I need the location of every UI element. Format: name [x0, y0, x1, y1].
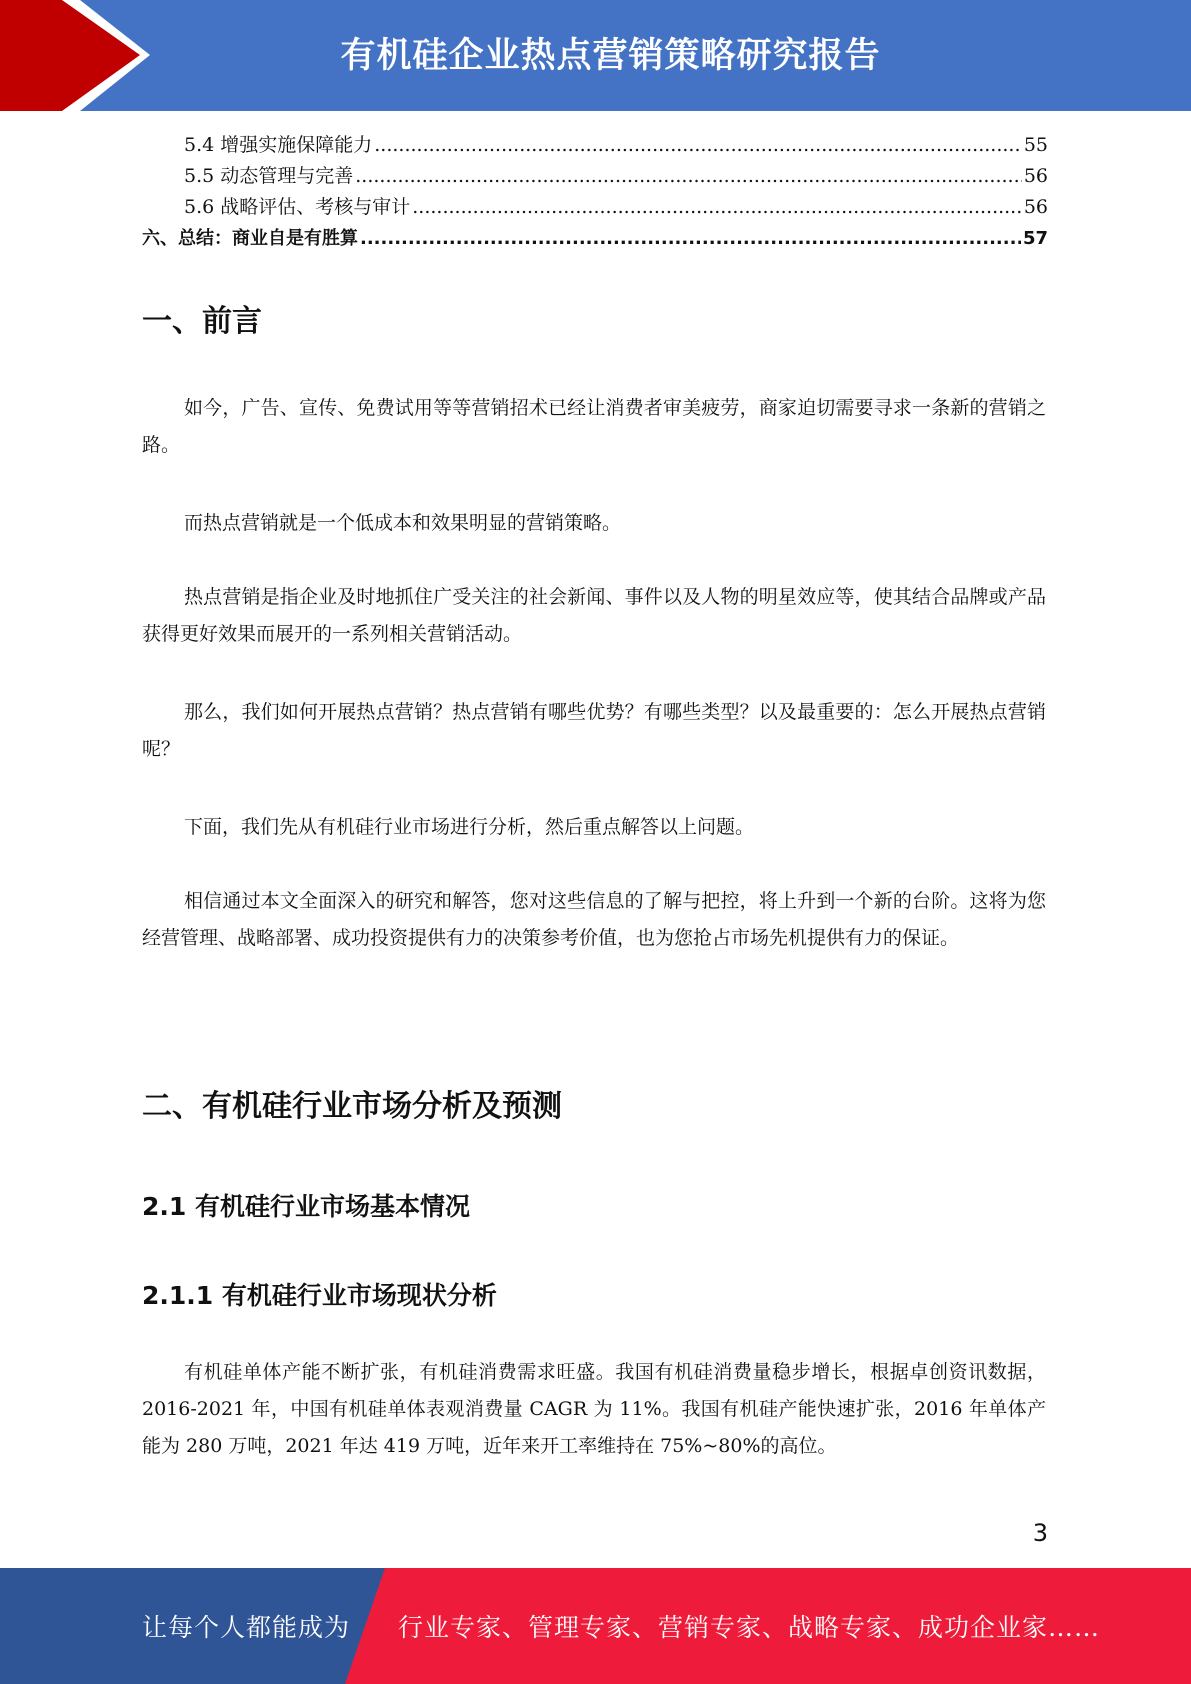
toc-leader-dots: [360, 223, 1021, 254]
toc-entry-label: 5.5 动态管理与完善: [184, 165, 354, 187]
page-number: 3: [1032, 1519, 1048, 1547]
toc-entry[interactable]: [142, 223, 1048, 254]
paragraph: 热点营销是指企业及时地抓住广受关注的社会新闻、事件以及人物的明星效应等，使其结合品牌或产品获得更好效果而展开的一系列相关营销活动。: [142, 586, 1046, 645]
paragraph: 那么，我们如何开展热点营销？热点营销有哪些优势？有哪些类型？以及最重要的：怎么开展热点营销呢？: [142, 701, 1046, 760]
toc-entry-label: 5.6 战略评估、考核与审计: [184, 196, 411, 218]
table-of-contents: [142, 130, 1048, 254]
section-heading: 二、有机硅行业市场分析及预测: [142, 1089, 562, 1124]
toc-leader-dots: [412, 192, 1022, 223]
toc-entry[interactable]: [142, 130, 1048, 161]
toc-entry-label: 六、总结：商业自是有胜算: [142, 228, 358, 249]
toc-entry-page: 57: [1022, 228, 1048, 249]
paragraph: 相信通过本文全面深入的研究和解答，您对这些信息的了解与把控，将上升到一个新的台阶。这将为您经营管理、战略部署、成功投资提供有力的决策参考价值，也为您抢占市场先机提供有力的保证。: [142, 890, 1046, 949]
paragraph: 下面，我们先从有机硅行业市场进行分析，然后重点解答以上问题。: [184, 816, 755, 838]
toc-entry[interactable]: [142, 192, 1048, 223]
toc-entry-label: 5.4 增强实施保障能力: [184, 134, 373, 156]
toc-entry-page: 56: [1023, 196, 1048, 218]
report-title: 有机硅企业热点营销策略研究报告: [340, 36, 881, 76]
footer-slogan-left: 让每个人都能成为: [142, 1613, 351, 1642]
paragraph: 而热点营销就是一个低成本和效果明显的营销策略。: [184, 512, 622, 534]
footer-banner: [0, 1568, 1191, 1684]
subsection-heading: 2.1.1 有机硅行业市场现状分析: [142, 1281, 497, 1310]
paragraph: 有机硅单体产能不断扩张，有机硅消费需求旺盛。我国有机硅消费量稳步增长，根据卓创资讯数据，2016-2021 年，中国有机硅单体表观消费量 CAGR 为 11%。我国有机硅产能快速扩张，2016 年单体产能为 280 万吨，2021 年达 419 万吨，近年来开工率维持在 75%~80%的高位。: [142, 1361, 1046, 1457]
toc-entry[interactable]: [142, 161, 1048, 192]
toc-entry-page: 55: [1023, 134, 1048, 156]
toc-entry-page: 56: [1023, 165, 1048, 187]
paragraph: 如今，广告、宣传、免费试用等等营销招术已经让消费者审美疲劳，商家迫切需要寻求一条新的营销之路。: [142, 397, 1046, 456]
subsection-heading: 2.1 有机硅行业市场基本情况: [142, 1192, 470, 1221]
toc-leader-dots: [355, 161, 1022, 192]
footer-slogan-right: 行业专家、管理专家、营销专家、战略专家、成功企业家……: [398, 1613, 1101, 1642]
section-heading: 一、前言: [142, 304, 262, 339]
toc-leader-dots: [374, 130, 1022, 161]
header-banner: [0, 0, 1191, 111]
